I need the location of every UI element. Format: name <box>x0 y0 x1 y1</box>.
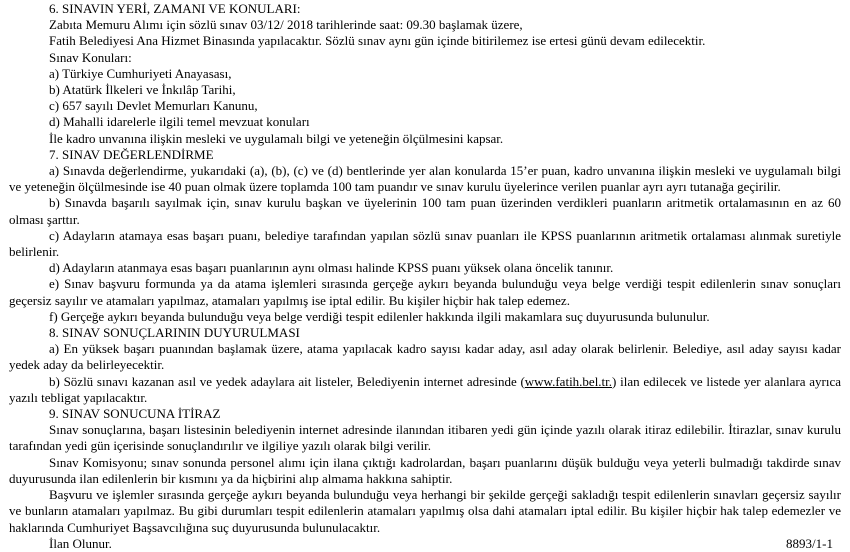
results-paragraph-b-text-start: b) Sözlü sınavı kazanan asıl ve yedek adaylara ait listeler, Belediyenin internet adresinde ( <box>49 373 525 389</box>
exam-topics-title: Sınav Konuları: <box>49 49 132 65</box>
closing-statement: İlan Olunur. <box>49 535 112 551</box>
section-6-venue-line: Fatih Belediyesi Ana Hizmet Binasında yapılacaktır. Sözlü sınav aynı gün içinde bitirilemez ise ertesi günü devam edilecektir. <box>49 33 706 49</box>
section-9-heading: 9. SINAV SONUCUNA İTİRAZ <box>49 406 221 422</box>
evaluation-paragraph-f: f) Gerçeğe aykırı beyanda bulunduğu veya belge verdiği tespit edilenler hakkında ilgili makamlara suç duyurusunda bulunulur. <box>49 308 710 324</box>
section-8-heading: 8. SINAV SONUÇLARININ DUYURULMASI <box>49 325 300 341</box>
section-7-heading: 7. SINAV DEĞERLENDİRME <box>49 146 214 162</box>
objection-paragraph-3: Başvuru ve işlemler sırasında gerçeğe aykırı beyanda bulunduğu veya herhangi bir şekilde gerçeği sakladığı tespit edilenlerin sınavları geçersiz sayılır ve bunların atamaları yapılmaz. Bu gibi durumları tespit edilenlerin atamaları yapılmış olsa dahi atamaları iptal edilir. Bu kişiler hiçbir hak talep edemezler ve haklarında Cumhuriyet Başsavcılığına suç duyurusunda bulunulacaktır. <box>9 487 841 535</box>
exam-topic-d: d) Mahalli idarelerle ilgili temel mevzuat konuları <box>49 114 310 130</box>
exam-topic-c: c) 657 sayılı Devlet Memurları Kanunu, <box>49 98 258 114</box>
objection-paragraph-2: Sınav Komisyonu; sınav sonunda personel alımı için ilana çıktığı kadrolardan, başarı puanlarını düşük bulduğu veya yeterli bulmadığı takdirde sınav duyurusunda ilan edilenlerin bir kısmını ya da hiçbirini alıp almama hakkına sahiptir. <box>9 454 841 486</box>
evaluation-paragraph-c: c) Adayların atamaya esas başarı puanı, belediye tarafından yapılan sözlü sınav puanları ile KPSS puanlarının aritmetik ortalaması alınmak suretiyle belirlenir. <box>9 227 841 260</box>
section-6-heading: 6. SINAVIN YERİ, ZAMANI VE KONULARI: <box>49 1 301 16</box>
section-6-exam-date-line: Zabıta Memuru Alımı için sözlü sınav 03/12/ 2018 tarihlerinde saat: 09.30 başlamak üzere, <box>49 17 523 33</box>
document-footer <box>9 536 841 552</box>
results-paragraph-b <box>9 374 841 406</box>
exam-topic-a: a) Türkiye Cumhuriyeti Anayasası, <box>49 65 232 81</box>
objection-paragraph-1: Sınav sonuçlarına, başarı listesinin belediyenin internet adresinde ilanından itibaren yedi gün içinde yazılı olarak itiraz edilebilir. İtirazlar, sınav kurulu tarafından yedi gün içerisinde sonuçlandırılır ve ilgiliye yazılı olarak bilgi verilir. <box>9 422 841 454</box>
evaluation-paragraph-e: e) Sınav başvuru formunda ya da atama işlemleri sırasında gerçeğe aykırı beyanda bulunduğu veya belge verdiği tespit edilenlerin sınav sonuçları geçersiz sayılır ve atamaları yapılmaz, atamaları yapılmış ise iptal edilir. Bu kişiler hiçbir hak talep edemez. <box>9 276 841 308</box>
results-paragraph-a: a) En yüksek başarı puanından başlamak üzere, atama yapılacak kadro sayısı kadar aday, asıl aday olarak belirlenir. Belediye, asıl aday sayısı kadar yedek aday da belirleyecektir. <box>9 341 841 373</box>
exam-topics-scope-line: İle kadro unvanına ilişkin mesleki ve uygulamalı bilgi ve yeteneğin ölçülmesini kapsar. <box>49 130 504 146</box>
results-paragraph-b-text-end: ) ilan edilecek ve listede yer alanlara ayrıca yazılı tebligat yapılacaktır. <box>9 373 841 405</box>
exam-topic-b: b) Atatürk İlkeleri ve İnkılâp Tarihi, <box>49 82 236 98</box>
evaluation-paragraph-b: b) Sınavda başarılı sayılmak için, sınav kurulu başkan ve üyelerinin 100 tam puan üzerinden verdikleri puanların aritmetik ortalamasının en az 60 olması şarttır. <box>9 195 841 227</box>
evaluation-paragraph-a: a) Sınavda değerlendirme, yukarıdaki (a), (b), (c) ve (d) bentlerinde yer alan konularda 15’er puan, kadro unvanına ilişkin mesleki ve uygulamalı bilgi ve yeteneğin ölçülmesinde ise 40 puan olmak üzere toplamda 100 tam puandır ve sınav kurulu üyelerince verilen puanlar ayrı ayrı tutanağa geçirilir. <box>9 163 841 195</box>
municipality-website-link[interactable]: www.fatih.bel.tr. <box>524 373 613 389</box>
announcement-code: 8893/1-1 <box>786 535 833 551</box>
evaluation-paragraph-d: d) Adayların atanmaya esas başarı puanlarının aynı olması halinde KPSS puanı yüksek olana öncelik tanınır. <box>49 260 614 276</box>
